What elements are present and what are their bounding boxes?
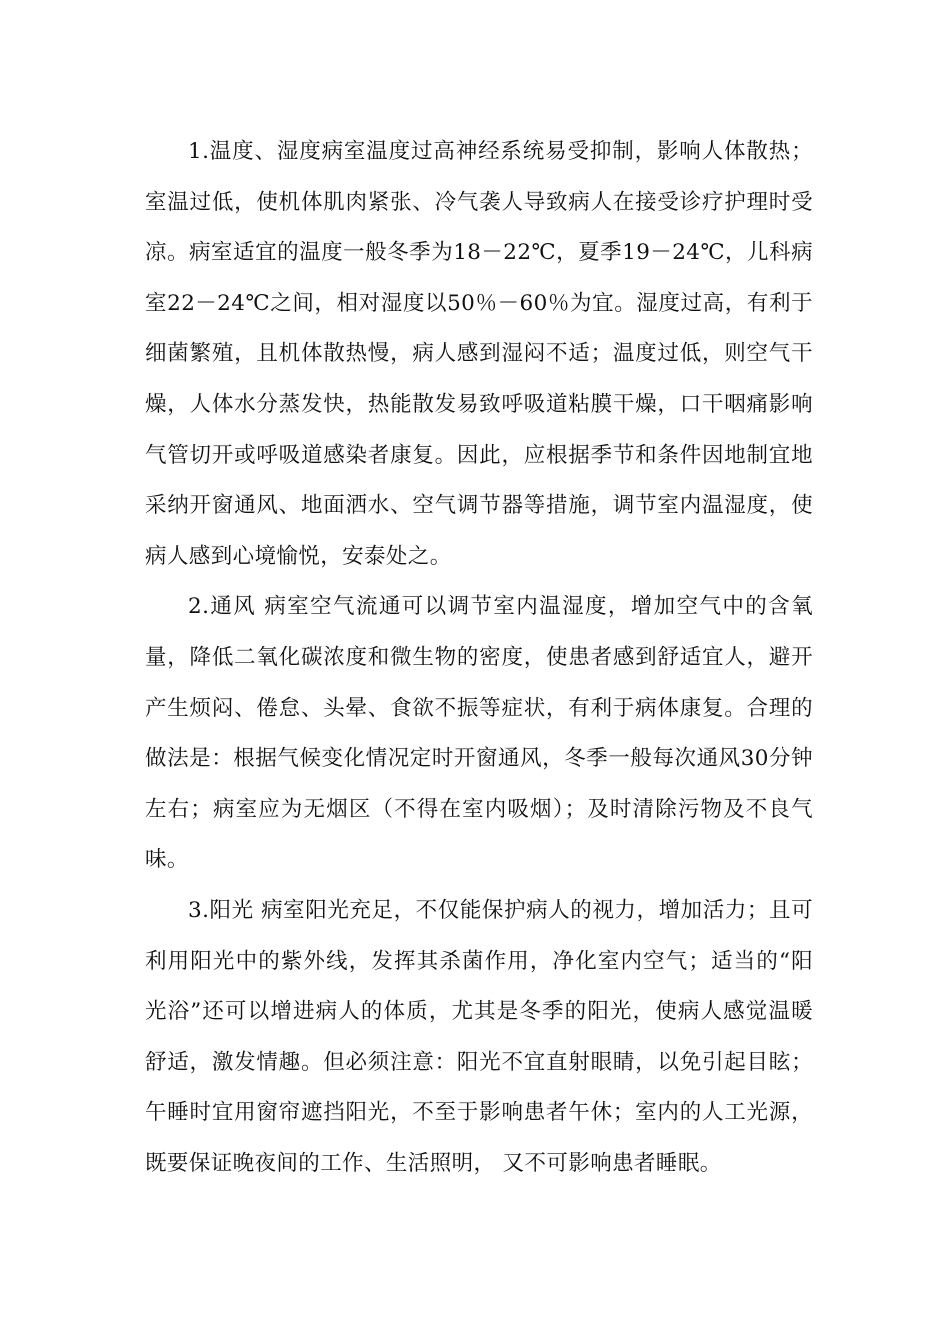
- document-body: [145, 127, 813, 1189]
- paragraph-ventilation: 2.通风 病室空气流通可以调节室内温湿度，增加空气中的含氧量，降低二氧化碳浓度和微生物的密度，使患者感到舒适宜人，避开产生烦闷、倦怠、头晕、食欲不振等症状，有利于病体康复。合理的做法是：根据气候变化情况定时开窗通风，冬季一般每次通风30分钟左右；病室应为无烟区（不得在室内吸烟）；及时清除污物及不良气味。: [145, 594, 813, 873]
- paragraph-sunlight: 3.阳光 病室阳光充足，不仅能保护病人的视力，增加活力；且可利用阳光中的紫外线，发挥其杀菌作用，净化室内空气；适当的“阳光浴”还可以增进病人的体质，尤其是冬季的阳光，使病人感觉温暖舒适，激发情趣。但必须注意：阳光不宜直射眼睛，以免引起目眩；午睡时宜用窗帘遮挡阳光，不至于影响患者午休；室内的人工光源，既要保证晚夜间的工作、生活照明， 又不可影响患者睡眠。: [145, 897, 813, 1176]
- paragraph-temperature-humidity: 1.温度、湿度病室温度过高神经系统易受抑制，影响人体散热；室温过低，使机体肌肉紧张、冷气袭人导致病人在接受诊疗护理时受凉。病室适宜的温度一般冬季为18－22℃，夏季19－24℃，儿科病室22－24℃之间，相对湿度以50％－60％为宜。湿度过高，有利于细菌繁殖，且机体散热慢，病人感到湿闷不适；温度过低，则空气干燥，人体水分蒸发快，热能散发易致呼吸道粘膜干燥，口干咽痛影响气管切开或呼吸道感染者康复。因此，应根据季节和条件因地制宜地采纳开窗通风、地面洒水、空气调节器等措施，调节室内温湿度，使病人感到心境愉悦，安泰处之。: [145, 139, 813, 569]
